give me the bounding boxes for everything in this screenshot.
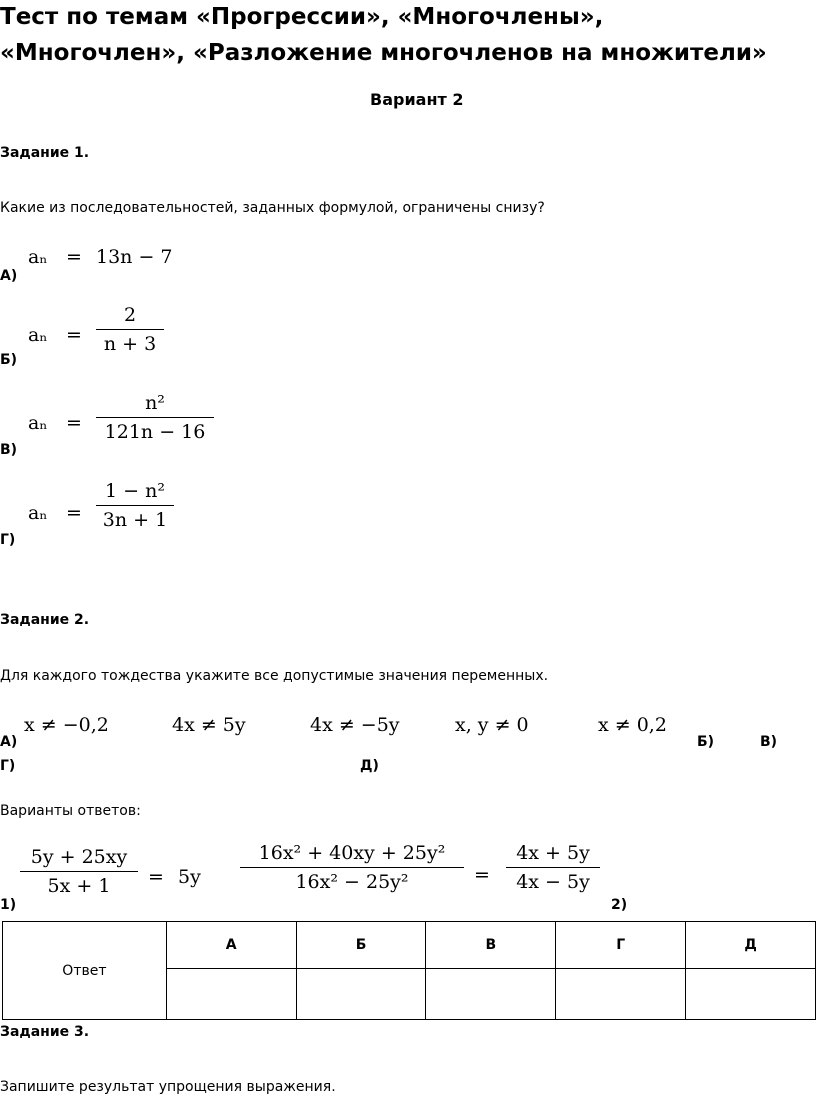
task1-option-v-lhs: aₙ	[28, 412, 48, 434]
fraction-denominator: 16x² − 25y²	[295, 871, 409, 893]
task1-option-g-label: Г)	[0, 532, 16, 548]
identity-1-fraction	[20, 846, 138, 897]
task1-option-a-eq: =	[66, 246, 82, 268]
answer-cell-d[interactable]	[686, 969, 816, 1020]
task2-label-v: В)	[760, 734, 778, 750]
answer-row-label: Ответ	[3, 922, 167, 1020]
task1-option-a-label: А)	[0, 268, 18, 284]
fraction-numerator: 2	[123, 304, 137, 326]
task2-heading: Задание 2.	[0, 612, 90, 628]
answer-cell-b[interactable]	[296, 969, 426, 1020]
task1-option-v-fraction	[96, 392, 214, 443]
fraction-denominator: 121n − 16	[104, 421, 206, 443]
task1-option-b-fraction	[96, 304, 164, 355]
task2-label-b: Б)	[697, 734, 715, 750]
task2-condition-v: 4x ≠ −5y	[310, 714, 400, 736]
task2-condition-g: x, y ≠ 0	[455, 714, 529, 736]
fraction-denominator: n + 3	[103, 333, 157, 355]
task3-heading: Задание 3.	[0, 1024, 90, 1040]
identity-2-fraction	[240, 842, 464, 893]
task2-condition-b: 4x ≠ 5y	[172, 714, 246, 736]
fraction-bar	[96, 417, 214, 418]
answer-col-d: Д	[686, 922, 816, 969]
task2-condition-a: x ≠ −0,2	[24, 714, 109, 736]
identity-2-label: 2)	[611, 897, 628, 913]
fraction-numerator: 4x + 5y	[516, 842, 590, 864]
task3-question: Запишите результат упрощения выражения.	[0, 1079, 336, 1095]
task1-question: Какие из последовательностей, заданных формулой, ограничены снизу?	[0, 200, 545, 216]
task1-option-v-label: В)	[0, 442, 18, 458]
fraction-bar	[96, 505, 174, 506]
task1-option-a-lhs: aₙ	[28, 246, 48, 268]
task2-label-g: Г)	[0, 758, 16, 774]
answer-cell-a[interactable]	[166, 969, 296, 1020]
doc-title-line2: «Многочлен», «Разложение многочленов на множители»	[0, 40, 767, 66]
task2-condition-d: x ≠ 0,2	[598, 714, 667, 736]
answers-heading: Варианты ответов:	[0, 803, 141, 819]
fraction-denominator: 3n + 1	[102, 509, 168, 531]
identity-1-eq: =	[148, 866, 164, 888]
task1-option-a-expr: 13n − 7	[96, 246, 173, 268]
task1-option-g-eq: =	[66, 502, 82, 524]
fraction-numerator: 5y + 25xy	[30, 846, 128, 868]
task1-option-b-eq: =	[66, 324, 82, 346]
fraction-bar	[20, 871, 138, 872]
answer-cell-g[interactable]	[556, 969, 686, 1020]
fraction-bar	[240, 867, 464, 868]
identity-2-rhs-fraction	[506, 842, 600, 893]
fraction-numerator: 1 − n²	[105, 480, 165, 502]
variant-label: Вариант 2	[370, 90, 464, 109]
task1-heading: Задание 1.	[0, 145, 90, 161]
answer-table	[2, 921, 816, 1020]
fraction-bar	[96, 329, 164, 330]
task1-option-g-lhs: aₙ	[28, 502, 48, 524]
answer-col-b: Б	[296, 922, 426, 969]
fraction-denominator: 4x − 5y	[516, 871, 590, 893]
task1-option-g-fraction	[96, 480, 174, 531]
answer-col-a: А	[166, 922, 296, 969]
fraction-denominator: 5x + 1	[47, 875, 111, 897]
doc-title-line1: Тест по темам «Прогрессии», «Многочлены»,	[0, 4, 604, 30]
identity-2-eq: =	[474, 864, 490, 886]
task2-label-d: Д)	[360, 758, 379, 774]
task2-label-a: А)	[0, 734, 18, 750]
task1-option-b-label: Б)	[0, 352, 18, 368]
fraction-bar	[506, 867, 600, 868]
task2-question: Для каждого тождества укажите все допустимые значения переменных.	[0, 668, 549, 684]
identity-1-label: 1)	[0, 897, 17, 913]
answer-col-g: Г	[556, 922, 686, 969]
answer-col-v: В	[426, 922, 556, 969]
task1-option-v-eq: =	[66, 412, 82, 434]
fraction-numerator: 16x² + 40xy + 25y²	[258, 842, 446, 864]
fraction-numerator: n²	[145, 392, 165, 414]
answer-cell-v[interactable]	[426, 969, 556, 1020]
task1-option-b-lhs: aₙ	[28, 324, 48, 346]
identity-1-rhs: 5y	[178, 866, 201, 888]
